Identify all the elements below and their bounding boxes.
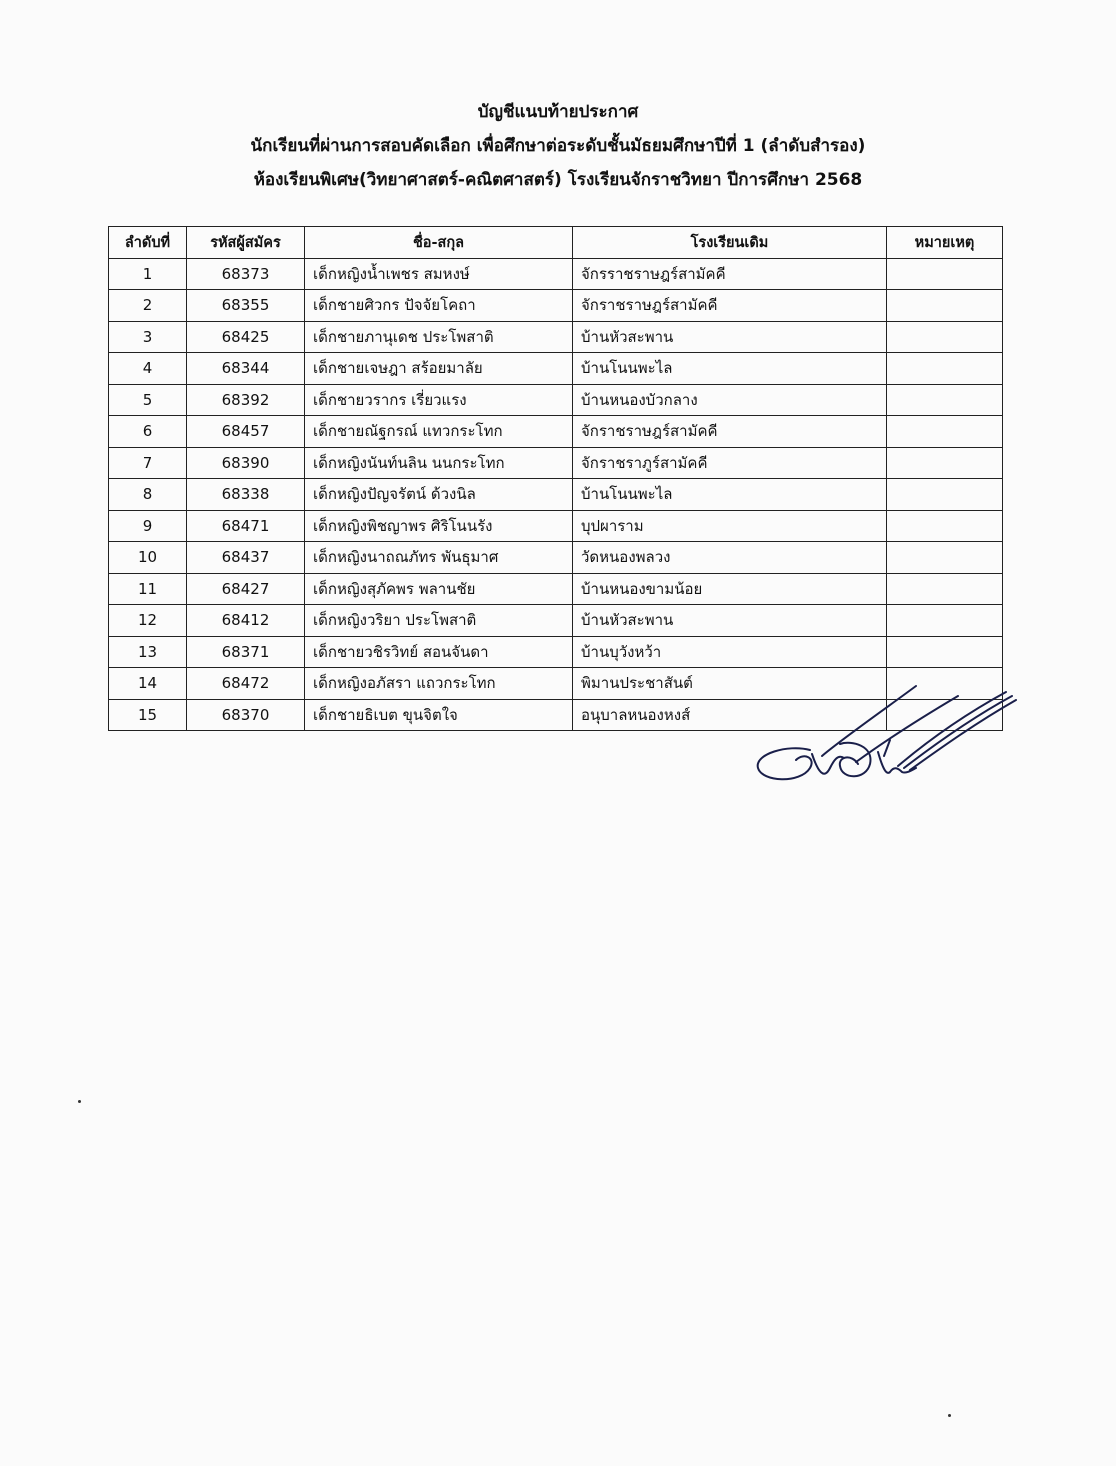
cell-remark — [887, 479, 1003, 511]
table-row — [109, 479, 1003, 511]
document-header — [0, 95, 1116, 197]
cell-former-school: บ้านหัวสะพาน — [573, 321, 887, 353]
cell-full-name: เด็กชายเจษฎา สร้อยมาลัย — [305, 353, 573, 385]
cell-applicant-id: 68370 — [187, 699, 305, 731]
cell-no: 10 — [109, 542, 187, 574]
cell-applicant-id: 68437 — [187, 542, 305, 574]
cell-remark — [887, 605, 1003, 637]
cell-remark — [887, 542, 1003, 574]
table-row — [109, 542, 1003, 574]
cell-former-school: บุปผาราม — [573, 510, 887, 542]
handwritten-signature-icon — [748, 676, 1018, 796]
cell-no: 3 — [109, 321, 187, 353]
cell-applicant-id: 68425 — [187, 321, 305, 353]
speck-mark — [78, 1100, 81, 1103]
cell-no: 8 — [109, 479, 187, 511]
cell-remark — [887, 573, 1003, 605]
cell-applicant-id: 68471 — [187, 510, 305, 542]
cell-no: 2 — [109, 290, 187, 322]
cell-applicant-id: 68457 — [187, 416, 305, 448]
header-no: ลำดับที่ — [109, 227, 187, 259]
cell-former-school: บ้านหนองขามน้อย — [573, 573, 887, 605]
cell-full-name: เด็กชายศิวกร ปัจจัยโคถา — [305, 290, 573, 322]
cell-former-school: อนุบาลหนองหงส์ — [573, 699, 887, 731]
table-row — [109, 321, 1003, 353]
header-full-name: ชื่อ-สกุล — [305, 227, 573, 259]
cell-applicant-id: 68392 — [187, 384, 305, 416]
header-former-school: โรงเรียนเดิม — [573, 227, 887, 259]
header-applicant-id: รหัสผู้สมัคร — [187, 227, 305, 259]
document-subtitle-2: ห้องเรียนพิเศษ(วิทยาศาสตร์-คณิตศาสตร์) โรงเรียนจักราชวิทยา ปีการศึกษา 2568 — [253, 170, 863, 190]
cell-former-school: จักราชราษฎร์สามัคคี — [573, 416, 887, 448]
table-row — [109, 258, 1003, 290]
table-row — [109, 353, 1003, 385]
cell-former-school: บ้านบุวังหว้า — [573, 636, 887, 668]
cell-former-school: พิมานประชาสันต์ — [573, 668, 887, 700]
cell-full-name: เด็กชายภานุเดช ประโพสาติ — [305, 321, 573, 353]
cell-no: 6 — [109, 416, 187, 448]
cell-no: 12 — [109, 605, 187, 637]
student-list-table — [108, 226, 1003, 731]
cell-remark — [887, 384, 1003, 416]
cell-no: 14 — [109, 668, 187, 700]
cell-no: 9 — [109, 510, 187, 542]
cell-remark — [887, 321, 1003, 353]
cell-applicant-id: 68338 — [187, 479, 305, 511]
table-row — [109, 290, 1003, 322]
cell-remark — [887, 510, 1003, 542]
cell-no: 5 — [109, 384, 187, 416]
cell-former-school: บ้านโนนพะไล — [573, 479, 887, 511]
cell-no: 15 — [109, 699, 187, 731]
cell-remark — [887, 258, 1003, 290]
cell-former-school: วัดหนองพลวง — [573, 542, 887, 574]
cell-applicant-id: 68373 — [187, 258, 305, 290]
cell-full-name: เด็กหญิงนาถณภัทร พันธุมาศ — [305, 542, 573, 574]
cell-full-name: เด็กหญิงพิชญาพร ศิริโนนรัง — [305, 510, 573, 542]
cell-full-name: เด็กชายวชิรวิทย์ สอนจันดา — [305, 636, 573, 668]
table-header-row — [109, 227, 1003, 259]
cell-no: 4 — [109, 353, 187, 385]
table-row — [109, 416, 1003, 448]
cell-former-school: บ้านโนนพะไล — [573, 353, 887, 385]
table-row — [109, 447, 1003, 479]
cell-applicant-id: 68427 — [187, 573, 305, 605]
cell-remark — [887, 636, 1003, 668]
cell-full-name: เด็กหญิงปัญจรัตน์ ด้วงนิล — [305, 479, 573, 511]
cell-remark — [887, 416, 1003, 448]
cell-remark — [887, 447, 1003, 479]
cell-applicant-id: 68390 — [187, 447, 305, 479]
cell-no: 11 — [109, 573, 187, 605]
cell-remark — [887, 353, 1003, 385]
cell-full-name: เด็กหญิงสุภัคพร พลานชัย — [305, 573, 573, 605]
table-row — [109, 636, 1003, 668]
cell-applicant-id: 68355 — [187, 290, 305, 322]
cell-applicant-id: 68412 — [187, 605, 305, 637]
table-row — [109, 384, 1003, 416]
speck-mark — [948, 1414, 951, 1417]
cell-former-school: จักราชราษฎร์สามัคคี — [573, 290, 887, 322]
cell-full-name: เด็กหญิงวริยา ประโพสาติ — [305, 605, 573, 637]
cell-remark — [887, 290, 1003, 322]
cell-applicant-id: 68344 — [187, 353, 305, 385]
cell-no: 1 — [109, 258, 187, 290]
cell-full-name: เด็กชายณัฐกรณ์ แทวกระโทก — [305, 416, 573, 448]
cell-former-school: จักราชราภูร์สามัคคี — [573, 447, 887, 479]
header-remark: หมายเหตุ — [887, 227, 1003, 259]
cell-former-school: บ้านหัวสะพาน — [573, 605, 887, 637]
cell-full-name: เด็กหญิงอภัสรา แถวกระโทก — [305, 668, 573, 700]
cell-full-name: เด็กชายธิเบต ขุนจิตใจ — [305, 699, 573, 731]
table-row — [109, 573, 1003, 605]
cell-no: 7 — [109, 447, 187, 479]
cell-former-school: จักรราชราษฎร์สามัคคี — [573, 258, 887, 290]
document-subtitle: นักเรียนที่ผ่านการสอบคัดเลือก เพื่อศึกษาต่อระดับชั้นมัธยมศึกษาปีที่ 1 (ลำดับสำรอง) — [250, 136, 866, 156]
cell-former-school: บ้านหนองบัวกลาง — [573, 384, 887, 416]
cell-full-name: เด็กหญิงนันท์นลิน นนกระโทก — [305, 447, 573, 479]
cell-applicant-id: 68371 — [187, 636, 305, 668]
table-row — [109, 510, 1003, 542]
cell-full-name: เด็กหญิงน้ำเพชร สมหงษ์ — [305, 258, 573, 290]
table-row — [109, 605, 1003, 637]
cell-full-name: เด็กชายวรากร เรี่ยวแรง — [305, 384, 573, 416]
document-title: บัญชีแนบท้ายประกาศ — [477, 102, 639, 122]
cell-no: 13 — [109, 636, 187, 668]
cell-applicant-id: 68472 — [187, 668, 305, 700]
